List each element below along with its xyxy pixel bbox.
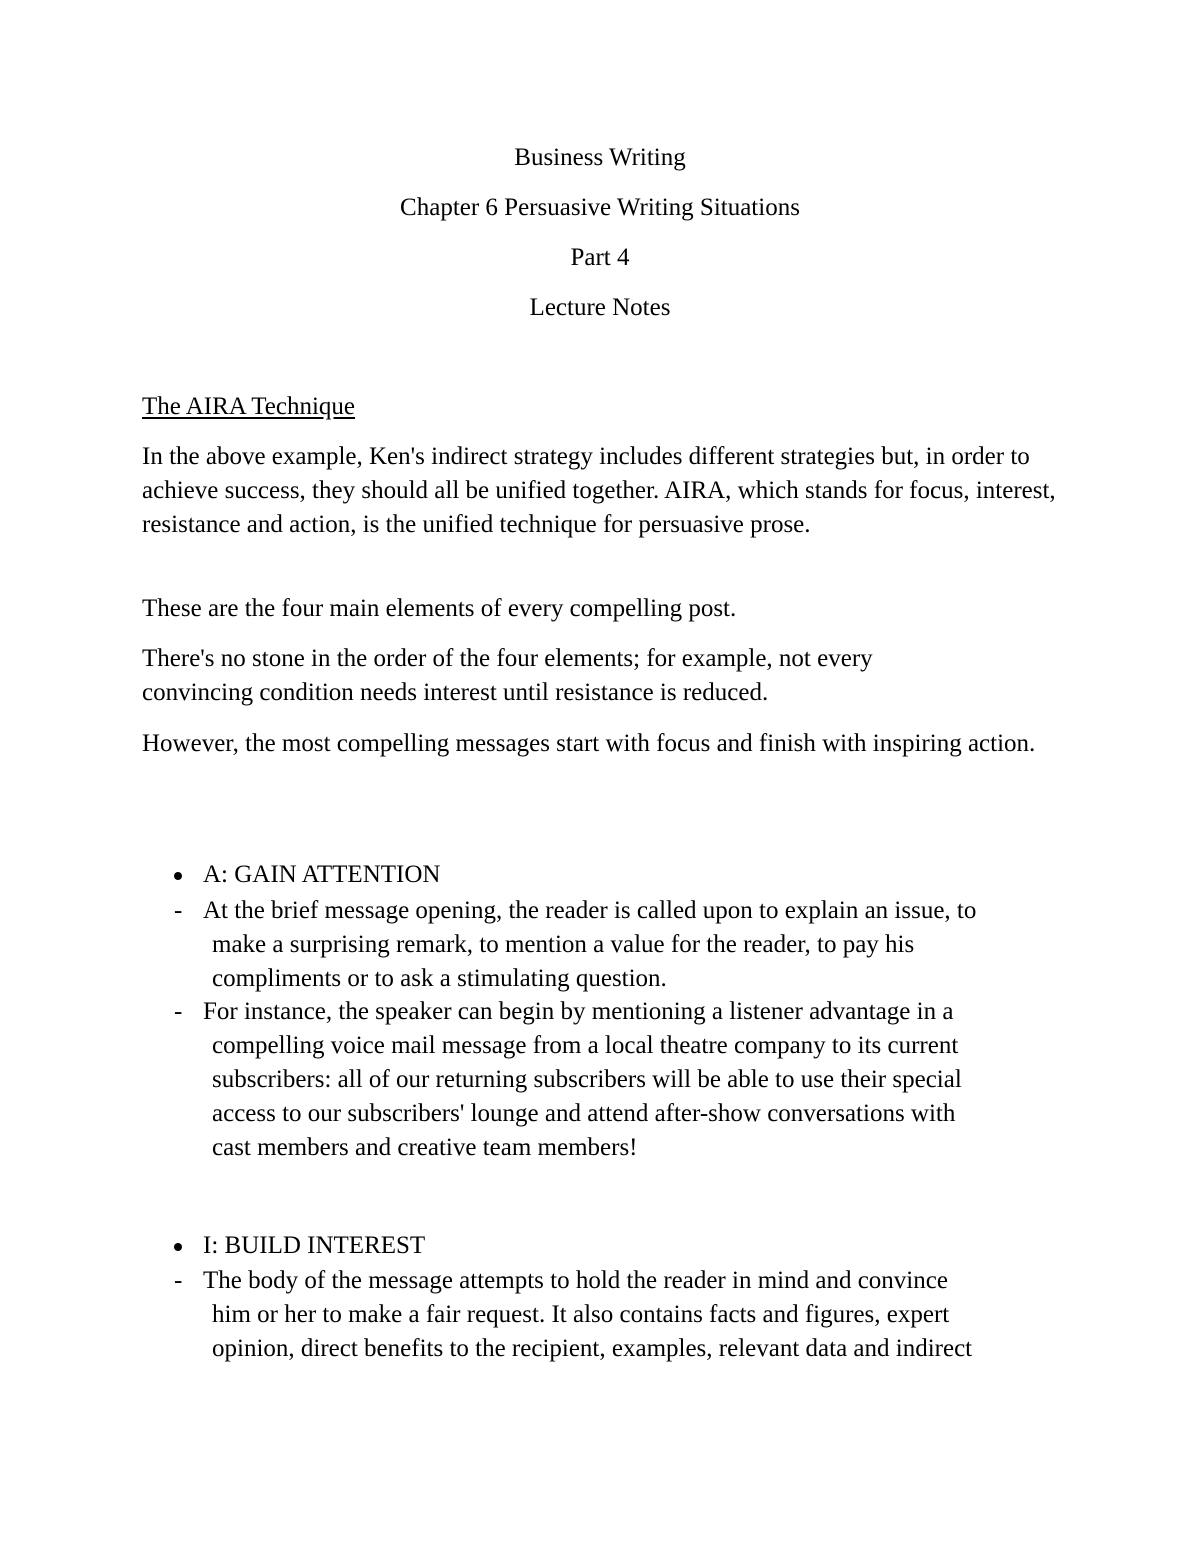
list-item-line: access to our subscribers' lounge and attend after-show conversations with: [212, 1100, 956, 1127]
list-item-line: opinion, direct benefits to the recipient, examples, relevant data and indirect: [212, 1335, 973, 1362]
paragraph-order: There's no stone in the order of the four elements; for example, not every convincing condition needs interest until resistance is reduced.: [142, 645, 873, 706]
bullet-title: A: GAIN ATTENTION: [203, 861, 441, 888]
list-item-line: For instance, the speaker can begin by mentioning a listener advantage in a: [203, 998, 954, 1025]
dash-icon: -: [174, 998, 183, 1025]
bullet-dot-icon: [174, 872, 182, 880]
paragraph-intro: In the above example, Ken's indirect strategy includes different strategies but, in order to achieve success, they should all be unified together. AIRA, which stands for focus, interest, resistance and action, is the unified technique for persuasive prose.: [142, 443, 1056, 538]
list-item-line: cast members and creative team members!: [212, 1134, 638, 1161]
document-type: Lecture Notes: [529, 294, 671, 321]
list-item-line: make a surprising remark, to mention a value for the reader, to pay his: [212, 931, 915, 958]
chapter-title: Chapter 6 Persuasive Writing Situations: [400, 194, 800, 221]
section-heading: The AIRA Technique: [142, 393, 356, 420]
bullet-title: I: BUILD INTEREST: [203, 1232, 426, 1259]
list-item-line: compliments or to ask a stimulating question.: [212, 965, 667, 992]
dash-icon: -: [174, 897, 183, 924]
bullet-dot-icon: [174, 1243, 182, 1251]
list-item-line: subscribers: all of our returning subscribers will be able to use their special: [212, 1066, 962, 1093]
course-title: Business Writing: [514, 144, 686, 171]
dash-icon: -: [174, 1267, 183, 1294]
part-label: Part 4: [570, 244, 630, 271]
paragraph-four-elements: These are the four main elements of every compelling post.: [142, 595, 737, 622]
list-item-line: At the brief message opening, the reader is called upon to explain an issue, to: [203, 897, 977, 924]
list-item-line: The body of the message attempts to hold the reader in mind and convince: [203, 1267, 948, 1294]
paragraph-compelling: However, the most compelling messages start with focus and finish with inspiring action.: [142, 730, 1036, 757]
list-item-line: compelling voice mail message from a local theatre company to its current: [212, 1032, 959, 1059]
list-item-line: him or her to make a fair request. It also contains facts and figures, expert: [212, 1301, 950, 1328]
